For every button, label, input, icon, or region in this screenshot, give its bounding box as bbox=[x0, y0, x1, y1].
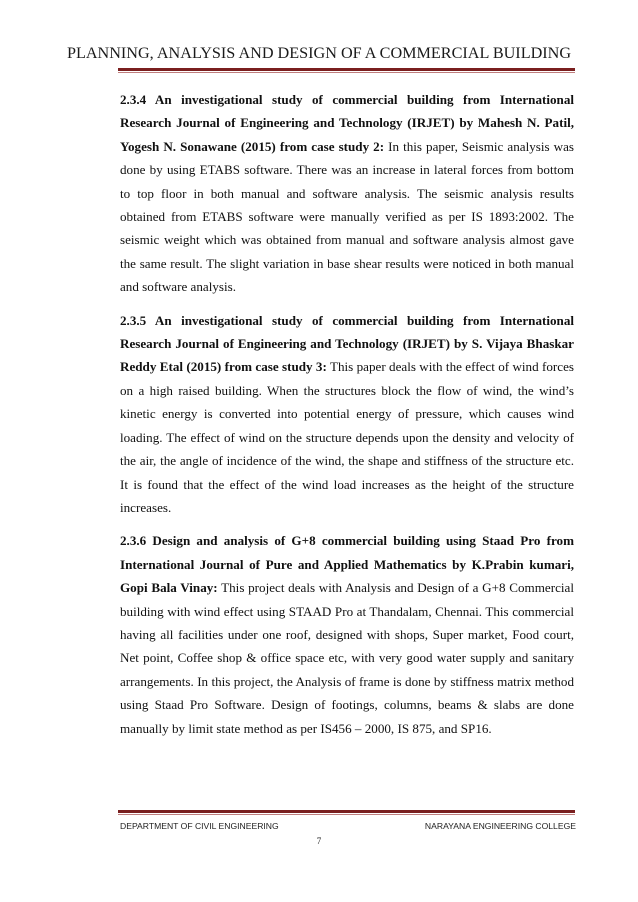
footer-divider-thin bbox=[118, 814, 575, 815]
section-2-3-4 bbox=[120, 88, 574, 299]
section-body: This project deals with Analysis and Design of a G+8 Commercial building with wind effect using STAAD Pro at Thandalam, Chennai. This commercial having all facilities under one roof, designed with shops, Super market, Food court, Net point, Coffee shop & office space etc, with very good water supply and sanitary arrangements. In this project, the Analysis of frame is done by stiffness matrix method using Staad Pro Software. Design of footings, columns, beams & slabs are done manually by limit state method as per IS456 – 2000, IS 875, and SP16. bbox=[120, 580, 574, 736]
page-number: 7 bbox=[316, 836, 322, 846]
footer-department: DEPARTMENT OF CIVIL ENGINEERING bbox=[120, 821, 279, 831]
page-header-title: PLANNING, ANALYSIS AND DESIGN OF A COMMERCIAL BUILDING bbox=[66, 44, 572, 62]
section-body: In this paper, Seismic analysis was done by using ETABS software. There was an increase in lateral forces from bottom to top floor in both manual and software analysis. The seismic analysis results obtained from ETABS software were manually verified as per IS 1893:2002. The seismic weight which was obtained from manual and software analysis almost gave the same result. The slight variation in base shear results were noticed in both manual and software analysis. bbox=[120, 138, 574, 295]
header-divider-thin bbox=[118, 72, 575, 73]
section-heading: 2.3.4 An investigational study of commercial building from International Research Journal of Engineering and Technology (IRJET) by Mahesh N. Patil, Yogesh N. Sonawane (2015) from case study 2: bbox=[120, 92, 574, 154]
section-heading: 2.3.6 Design and analysis of G+8 commercial building using Staad Pro from International Journal of Pure and Applied Mathematics by K.Prabin kumari, Gopi Bala Vinay: bbox=[120, 533, 574, 596]
section-2-3-5 bbox=[120, 309, 574, 520]
section-2-3-6 bbox=[120, 529, 574, 740]
section-body: This paper deals with the effect of wind forces on a high raised building. When the structures block the flow of wind, the wind’s kinetic energy is converted into potential energy of pressure, which causes wind loading. The effect of wind on the structure depends upon the density and velocity of the air, the angle of incidence of the wind, the shape and stiffness of the structure etc. It is found that the effect of the wind load increases as the height of the structure increases. bbox=[120, 359, 574, 515]
header-divider bbox=[118, 68, 575, 71]
section-heading: 2.3.5 An investigational study of commercial building from International Research Journal of Engineering and Technology (IRJET) by S. Vijaya Bhaskar Reddy Etal (2015) from case study 3: bbox=[120, 312, 574, 375]
footer-divider bbox=[118, 810, 575, 813]
footer-college: NARAYANA ENGINEERING COLLEGE bbox=[424, 821, 576, 831]
document-body bbox=[120, 88, 574, 750]
